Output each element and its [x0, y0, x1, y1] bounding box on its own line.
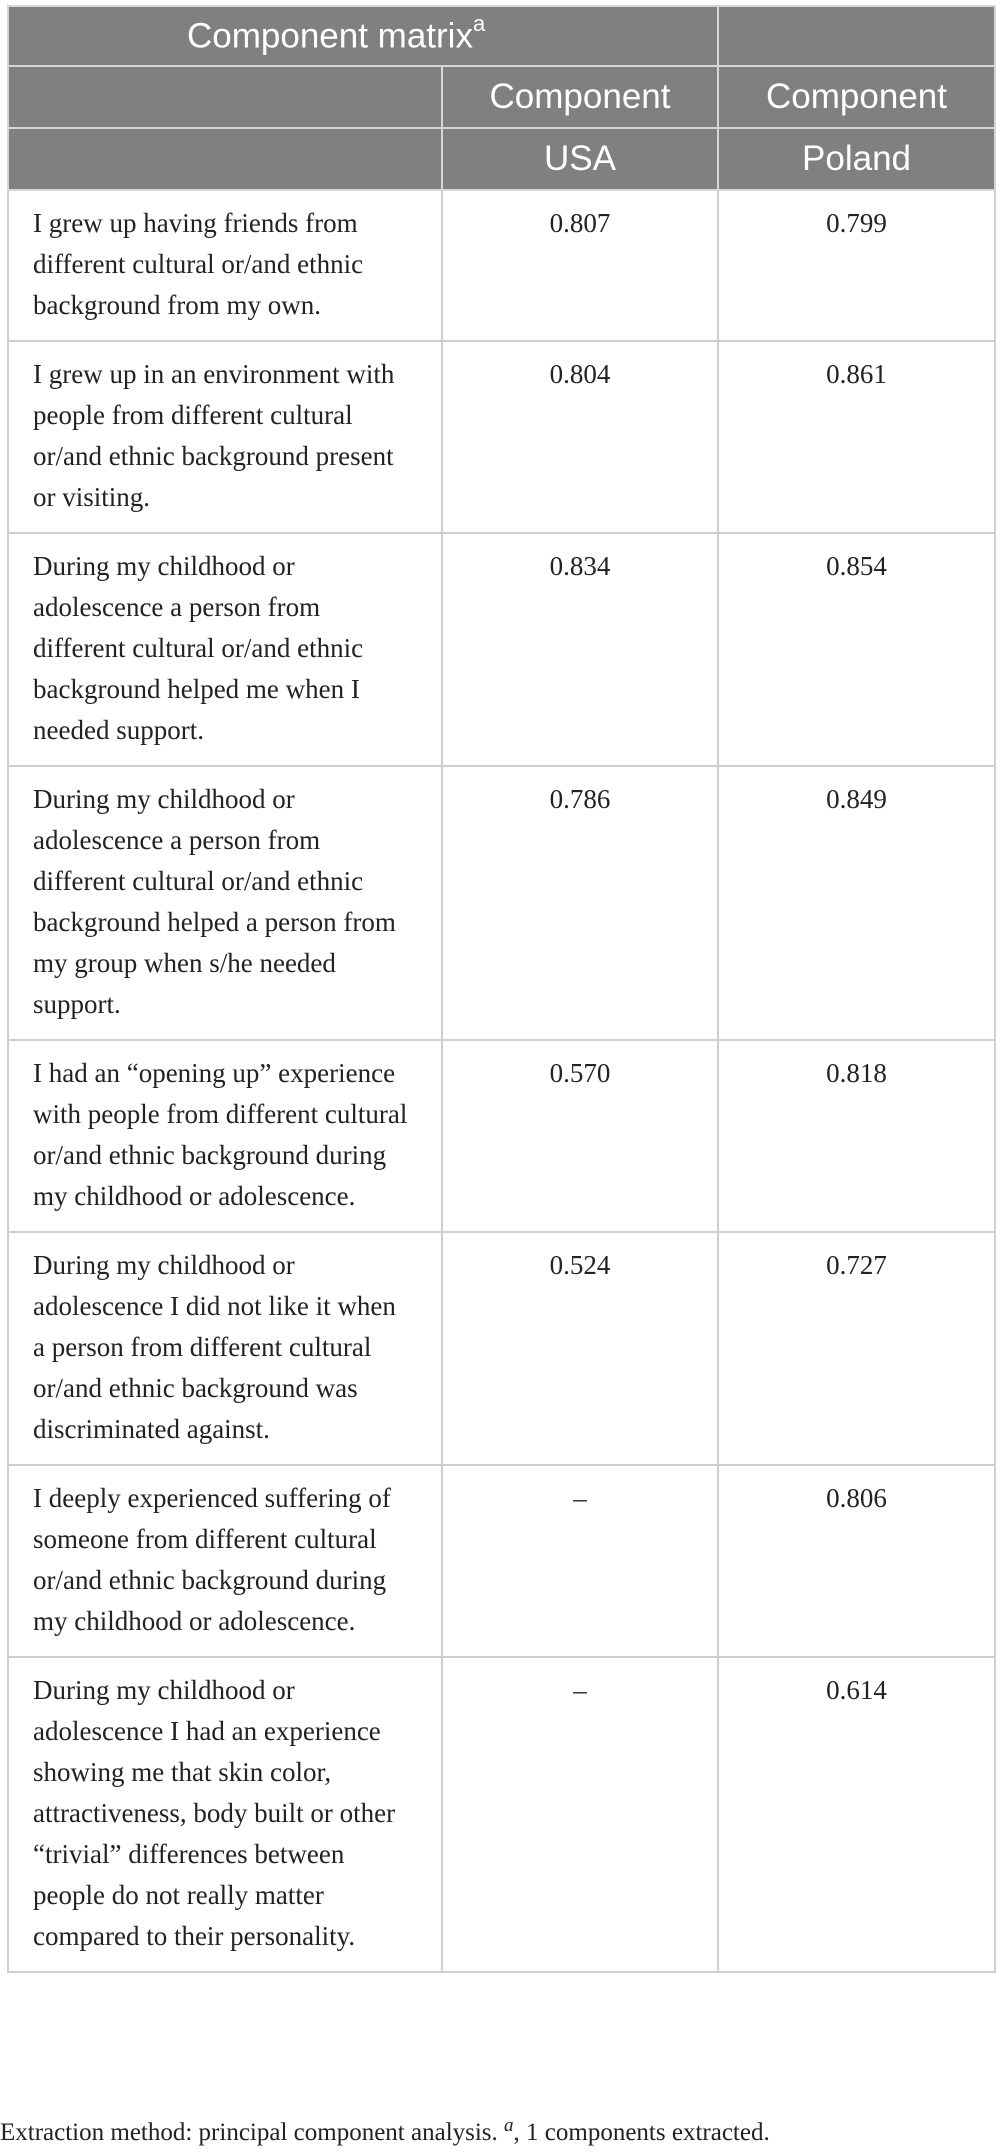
item-text: I grew up having friends from different cultural or/and ethnic background from my own.	[8, 190, 442, 341]
usa-loading: –	[442, 1465, 718, 1657]
header-row-title	[8, 6, 995, 66]
usa-loading: 0.807	[442, 190, 718, 341]
footnote-text: Extraction method: principal component analysis.	[0, 2119, 498, 2146]
usa-loading: –	[442, 1657, 718, 1972]
table-row	[8, 533, 995, 766]
header-row-component	[8, 66, 995, 128]
table-row	[8, 1657, 995, 1972]
poland-loading: 0.849	[718, 766, 995, 1040]
footnote-text-end: , 1 components extracted.	[513, 2119, 770, 2146]
usa-loading: 0.804	[442, 341, 718, 533]
poland-loading: 0.806	[718, 1465, 995, 1657]
item-text: During my childhood or adolescence I did not like it when a person from different cultural or/and ethnic background was discriminated against.	[8, 1232, 442, 1465]
table-row	[8, 1465, 995, 1657]
header-item-cell-lower	[8, 128, 442, 190]
poland-loading: 0.854	[718, 533, 995, 766]
table-row	[8, 1232, 995, 1465]
poland-loading: 0.818	[718, 1040, 995, 1232]
table-header	[8, 6, 995, 190]
table-row	[8, 341, 995, 533]
component-matrix-table	[7, 5, 996, 1973]
usa-loading: 0.786	[442, 766, 718, 1040]
table-title-text: Component matrix	[187, 16, 473, 56]
table-title	[8, 6, 718, 66]
item-text: I grew up in an environment with people from different cultural or/and ethnic background present or visiting.	[8, 341, 442, 533]
item-text: I deeply experienced suffering of someone from different cultural or/and ethnic background during my childhood or adolescence.	[8, 1465, 442, 1657]
header-poland-component: Component	[718, 66, 995, 128]
item-text: During my childhood or adolescence a person from different cultural or/and ethnic background helped me when I needed support.	[8, 533, 442, 766]
table-footnote	[0, 2116, 770, 2152]
usa-loading: 0.834	[442, 533, 718, 766]
table-row	[8, 1040, 995, 1232]
item-text: During my childhood or adolescence a person from different cultural or/and ethnic background helped a person from my group when s/he needed support.	[8, 766, 442, 1040]
header-item-cell	[8, 66, 442, 128]
table-body	[8, 190, 995, 1972]
header-empty-cell	[718, 6, 995, 66]
poland-loading: 0.861	[718, 341, 995, 533]
usa-loading: 0.524	[442, 1232, 718, 1465]
header-row-country	[8, 128, 995, 190]
table-row	[8, 766, 995, 1040]
header-poland: Poland	[718, 128, 995, 190]
footnote-marker: a	[504, 2115, 514, 2136]
component-matrix-table-container	[7, 5, 994, 1973]
poland-loading: 0.727	[718, 1232, 995, 1465]
table-row	[8, 190, 995, 341]
item-text: During my childhood or adolescence I had an experience showing me that skin color, attractiveness, body built or other “trivial” differences between people do not really matter compared to their personality.	[8, 1657, 442, 1972]
poland-loading: 0.799	[718, 190, 995, 341]
poland-loading: 0.614	[718, 1657, 995, 1972]
usa-loading: 0.570	[442, 1040, 718, 1232]
header-usa: USA	[442, 128, 718, 190]
header-usa-component: Component	[442, 66, 718, 128]
table-title-superscript: a	[472, 11, 486, 37]
item-text: I had an “opening up” experience with people from different cultural or/and ethnic background during my childhood or adolescence.	[8, 1040, 442, 1232]
